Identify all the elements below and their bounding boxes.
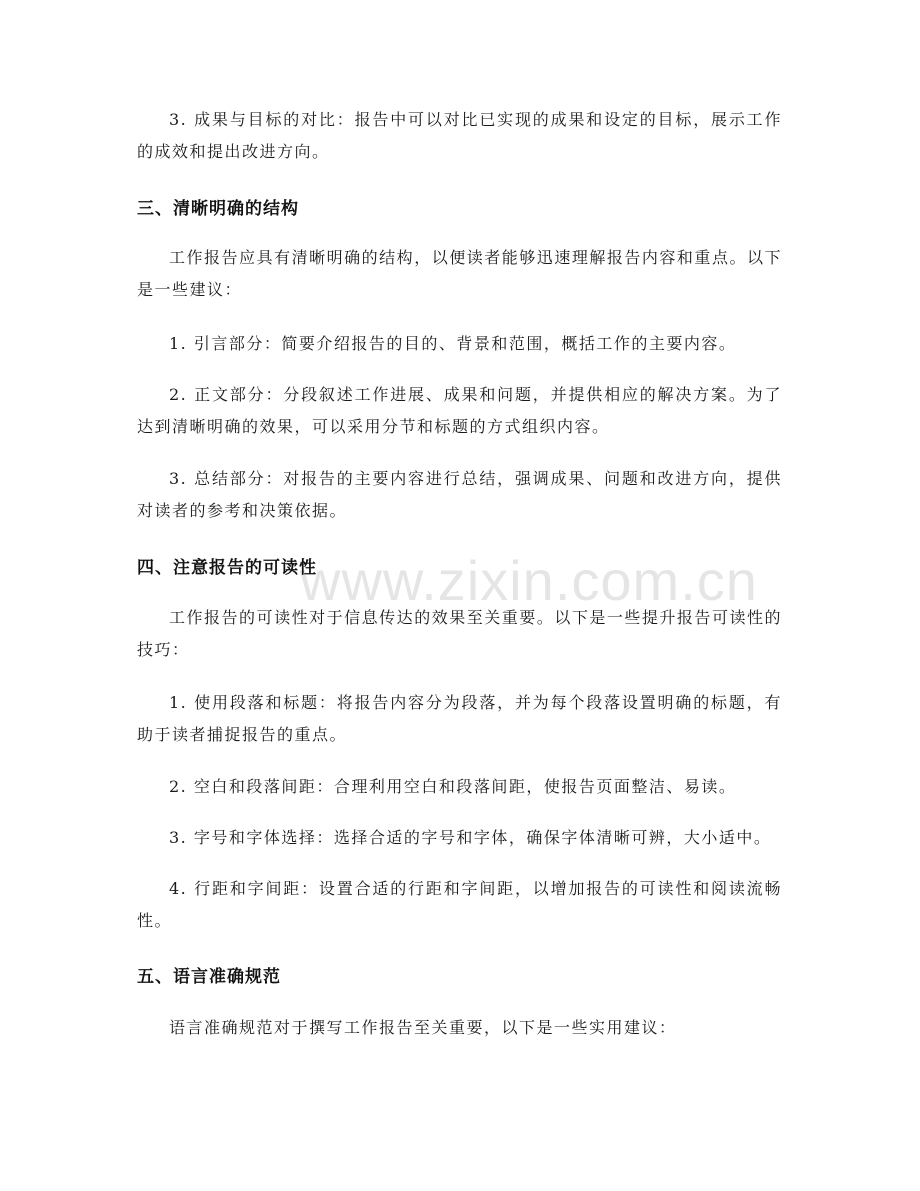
paragraph-language-intro: 语言准确规范对于撰写工作报告至关重要，以下是一些实用建议： <box>169 1018 677 1037</box>
section-heading-readability: 四、注意报告的可读性 <box>137 558 317 578</box>
list-item-font-size-choice: 3. 字号和字体选择：选择合适的字号和字体，确保字体清晰可辨，大小适中。 <box>169 828 772 847</box>
paragraph-structure-intro: 工作报告应具有清晰明确的结构，以便读者能够迅速理解报告内容和重点。以下是一些建议： <box>137 248 782 299</box>
section-heading-language-accuracy: 五、语言准确规范 <box>137 967 281 987</box>
list-item-results-vs-goals: 3. 成果与目标的对比：报告中可以对比已实现的成果和设定的目标，展示工作的成效和提出改进方向。 <box>137 110 782 161</box>
section-heading-clear-structure: 三、清晰明确的结构 <box>137 199 299 219</box>
list-item-paragraphs-and-headings: 1. 使用段落和标题：将报告内容分为段落，并为每个段落设置明确的标题，有助于读者捕捉报告的重点。 <box>137 693 782 744</box>
list-item-whitespace-spacing: 2. 空白和段落间距：合理利用空白和段落间距，使报告页面整洁、易读。 <box>169 777 737 796</box>
list-item-summary-part: 3. 总结部分：对报告的主要内容进行总结，强调成果、问题和改进方向，提供对读者的参考和决策依据。 <box>137 469 782 520</box>
site-watermark: www.zixin.com.cn <box>300 549 758 612</box>
paragraph-readability-intro: 工作报告的可读性对于信息传达的效果至关重要。以下是一些提升报告可读性的技巧： <box>137 608 782 659</box>
list-item-line-char-spacing: 4. 行距和字间距：设置合适的行距和字间距，以增加报告的可读性和阅读流畅性。 <box>137 879 782 930</box>
list-item-introduction-part: 1. 引言部分：简要介绍报告的目的、背景和范围，概括工作的主要内容。 <box>169 334 737 353</box>
list-item-body-part: 2. 正文部分：分段叙述工作进展、成果和问题，并提供相应的解决方案。为了达到清晰明确的效果，可以采用分节和标题的方式组织内容。 <box>137 385 782 436</box>
